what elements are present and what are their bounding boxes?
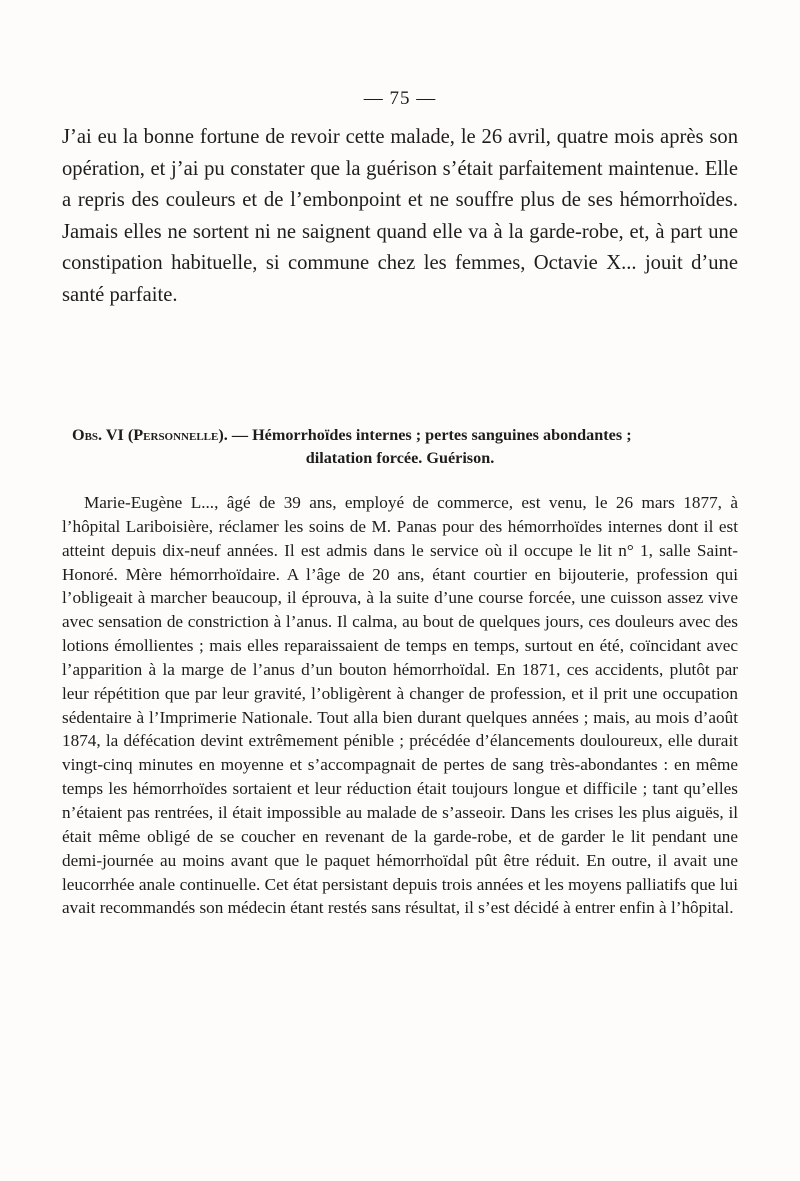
case-report-text-block <box>62 491 738 920</box>
observation-heading-line-1 <box>62 424 738 447</box>
observation-heading <box>62 424 738 471</box>
observation-title: Hémorrhoïdes internes ; pertes sanguines abondantes ; <box>252 426 632 444</box>
page-number: — 75 — <box>363 88 437 109</box>
opening-text-block <box>62 122 738 312</box>
paragraph-continuation: J’ai eu la bonne fortune de revoir cette malade, le 26 avril, quatre mois après son opération, et j’ai pu constater que la guérison s’était parfaitement maintenue. Elle a repris des couleurs et de l’embonpoint et ne souffre plus de ses hémorrhoïdes. Jamais elles ne sortent ni ne saignent quand elle va à la garde-robe, et, à part une constipation habituelle, si commune chez les femmes, Octavie X... jouit d’une santé parfaite. <box>62 126 738 306</box>
case-report-paragraph: Marie-Eugène L..., âgé de 39 ans, employé de commerce, est venu, le 26 mars 1877, à l’hôpital Lariboisière, réclamer les soins de M. Panas pour des hémorrhoïdes internes dont il est atteint depuis dix-neuf années. Il est admis dans le service où il occupe le lit n° 1, salle Saint-Honoré. Mère hémorrhoïdaire. A l’âge de 20 ans, étant courtier en bijouterie, profession qui l’obligeait à marcher beaucoup, il éprouva, à la suite d’une course forcée, une cuisson assez vive avec sensation de constriction à l’anus. Il calma, au bout de quelques jours, ces douleurs avec des lotions émollientes ; mais elles reparaissaient de temps en temps, surtout en été, coïncidant avec l’apparition à la marge de l’anus d’un bouton hémorrhoïdal. En 1871, ces accidents, plutôt par leur répétition que par leur gravité, l’obligèrent à changer de profession, et il prit une occupation sédentaire à l’Imprimerie Nationale. Tout alla bien durant quelques années ; mais, au mois d’août 1874, la défécation devint extrêmement pénible ; précédée d’élancements douloureux, elle durait vingt-cinq minutes en moyenne et s’accompagnait de pertes de sang très-abondantes : en même temps les hémorrhoïdes sortaient et leur réduction était toujours longue et difficile ; tant qu’elles n’étaient pas rentrées, il était impossible au malade de s’asseoir. Dans les crises les plus aiguës, il était même obligé de se coucher en revenant de la garde-robe, et de garder le lit pendant une demi-journée au moins avant que le paquet hémorrhoïdal pût être réduit. En outre, il avait une leucorrhée anale continuelle. Cet état persistant depuis trois années et les moyens palliatifs que lui avait recommandés son médecin étant restés sans résultat, il s’est décidé à entrer enfin à l’hôpital. <box>62 493 738 918</box>
observation-title-line-2: dilatation forcée. Guérison. <box>305 449 495 468</box>
observation-label: Obs. VI (Personnelle). — <box>72 426 249 444</box>
